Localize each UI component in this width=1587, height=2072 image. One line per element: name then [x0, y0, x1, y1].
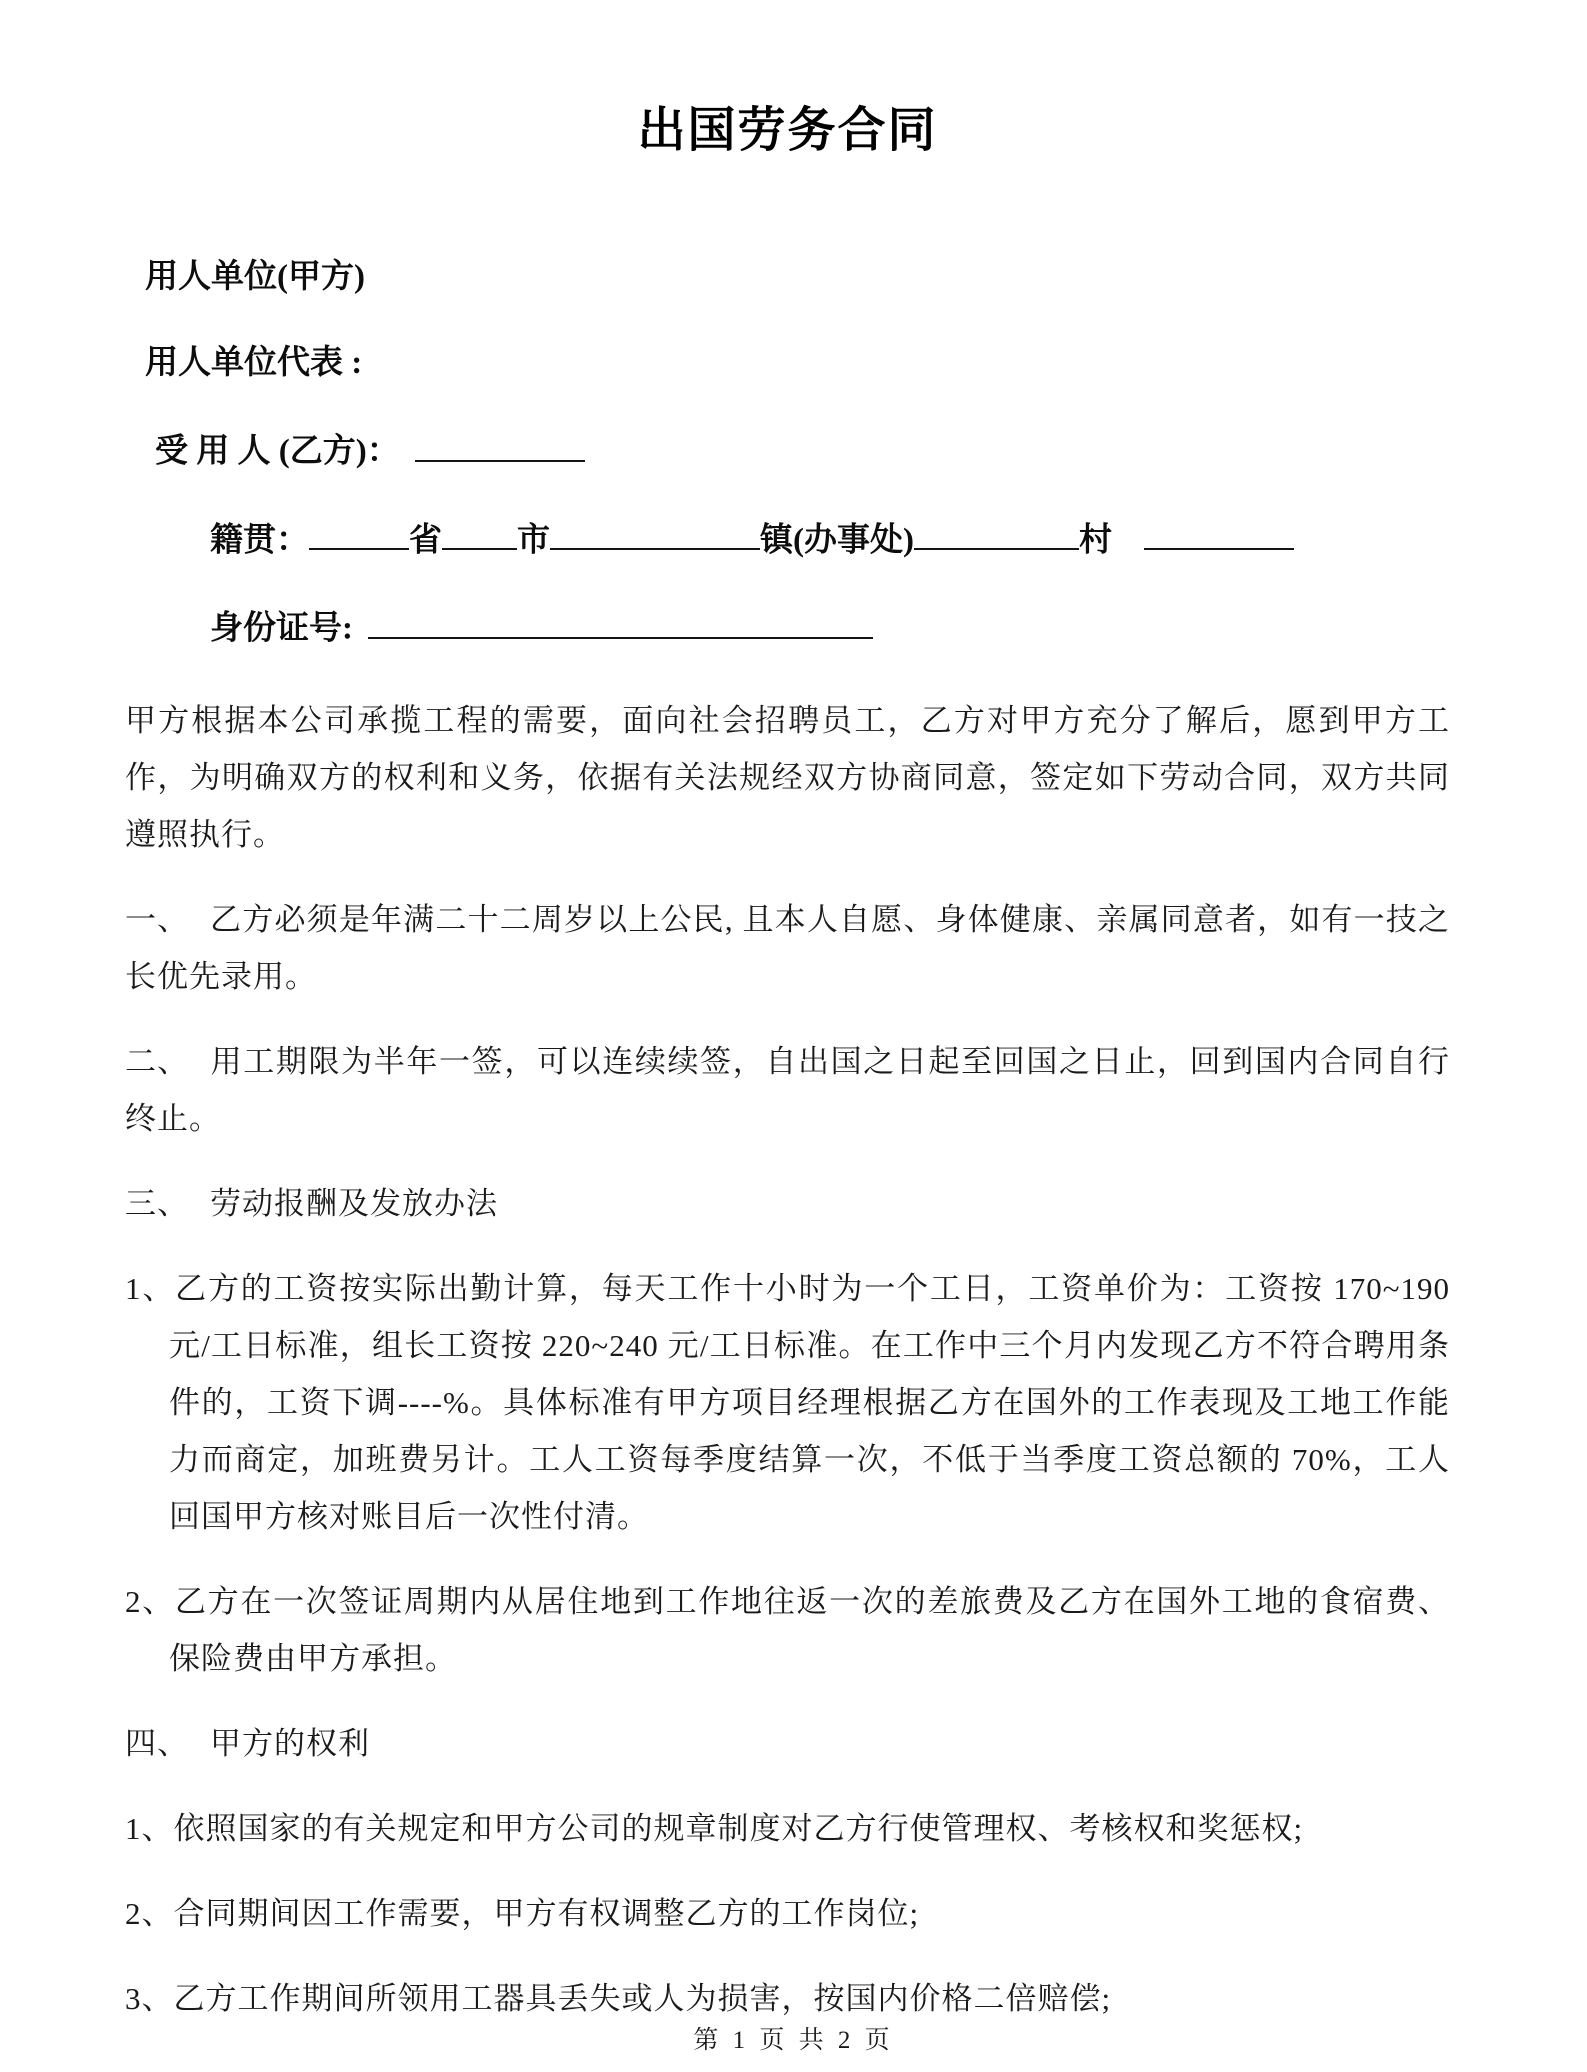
employer-field-line — [145, 254, 1450, 300]
clause-paragraph — [125, 1573, 1450, 1687]
clause-text: 乙方必须是年满二十二周岁以上公民, 且本人自愿、身体健康、亲属同意者，如有一技之长优先录用。 — [125, 901, 1450, 994]
employee-label: 受 用 人 (乙方)： — [155, 433, 400, 470]
clause-paragraph — [125, 891, 1450, 1005]
native-place-label: 籍贯： — [210, 522, 309, 559]
clause-marker: 2、 — [125, 1895, 174, 1931]
contract-body — [125, 692, 1450, 2027]
clause-text: 乙方工作期间所领用工器具丢失或人为损害，按国内价格二倍赔偿; — [173, 1980, 1112, 2016]
clause-marker: 3、 — [125, 1980, 174, 2016]
clause-paragraph — [125, 1260, 1450, 1545]
clause-marker: 二、 — [125, 1043, 189, 1079]
clause-marker: 1、 — [125, 1270, 176, 1306]
province-suffix: 省 — [409, 522, 442, 559]
clause-paragraph — [125, 1800, 1450, 1857]
clause-marker: 三、 — [125, 1185, 189, 1221]
native-place-field-line — [210, 515, 1450, 564]
city-suffix: 市 — [517, 522, 550, 559]
clause-text: 合同期间因工作需要，甲方有权调整乙方的工作岗位; — [173, 1895, 920, 1931]
clause-text: 乙方的工资按实际出勤计算，每天工作十小时为一个工日，工资单价为：工资按 170~190 元/工日标准，组长工资按 220~240 元/工日标准。在工作中三个月内发现乙方不符合聘用条件的，工资下调----%。具体标准有甲方项目经理根据乙方在国外的工作表现及工地工作能力而商定，加班费另计。工人工资每季度结算一次，不低于当季度工资总额的 70%，工人回国甲方核对账目后一次性付清。 — [169, 1270, 1450, 1534]
header-fields — [125, 254, 1450, 652]
id-number-blank[interactable] — [368, 603, 873, 639]
contract-clauses — [125, 891, 1450, 2027]
page-number-text: 第 1 页 共 2 页 — [693, 2027, 894, 2054]
clause-marker: 2、 — [125, 1583, 175, 1619]
employer-label: 用人单位(甲方) — [145, 259, 365, 295]
village-blank[interactable] — [914, 515, 1079, 551]
clause-text: 依照国家的有关规定和甲方公司的规章制度对乙方行使管理权、考核权和奖惩权; — [173, 1810, 1304, 1846]
province-blank[interactable] — [309, 515, 409, 551]
town-blank[interactable] — [550, 515, 760, 551]
clause-paragraph — [125, 1885, 1450, 1942]
village-extra-blank[interactable] — [1144, 515, 1294, 551]
clause-marker: 一、 — [125, 901, 189, 937]
clause-paragraph — [125, 1033, 1450, 1147]
clause-marker: 四、 — [125, 1725, 189, 1761]
id-number-label: 身份证号: — [210, 610, 353, 647]
clause-text: 甲方的权利 — [210, 1725, 370, 1761]
clause-paragraph — [125, 1715, 1450, 1772]
page-number-footer — [0, 2020, 1587, 2056]
clause-paragraph — [125, 1970, 1450, 2027]
preamble-paragraph: 甲方根据本公司承揽工程的需要，面向社会招聘员工，乙方对甲方充分了解后，愿到甲方工作，为明确双方的权利和义务，依据有关法规经双方协商同意，签定如下劳动合同，双方共同遵照执行。 — [125, 702, 1450, 852]
document-title: 出国劳务合同 — [637, 104, 938, 157]
clause-paragraph — [125, 1175, 1450, 1232]
employer-representative-field-line — [145, 340, 1450, 386]
employee-field-line — [155, 426, 1450, 475]
town-suffix: 镇(办事处) — [760, 522, 914, 559]
employee-name-blank[interactable] — [415, 426, 585, 462]
village-suffix: 村 — [1078, 522, 1112, 559]
clause-text: 乙方在一次签证周期内从居住地到工作地往返一次的差旅费及乙方在国外工地的食宿费、保险费由甲方承担。 — [169, 1583, 1451, 1676]
city-blank[interactable] — [442, 515, 517, 551]
id-number-field-line — [210, 603, 1450, 652]
clause-text: 劳动报酬及发放办法 — [210, 1185, 498, 1221]
clause-marker: 1、 — [125, 1810, 174, 1846]
clause-text: 用工期限为半年一签，可以连续续签，自出国之日起至回国之日止，回到国内合同自行终止。 — [125, 1043, 1450, 1136]
employer-representative-label: 用人单位代表 : — [145, 345, 363, 381]
